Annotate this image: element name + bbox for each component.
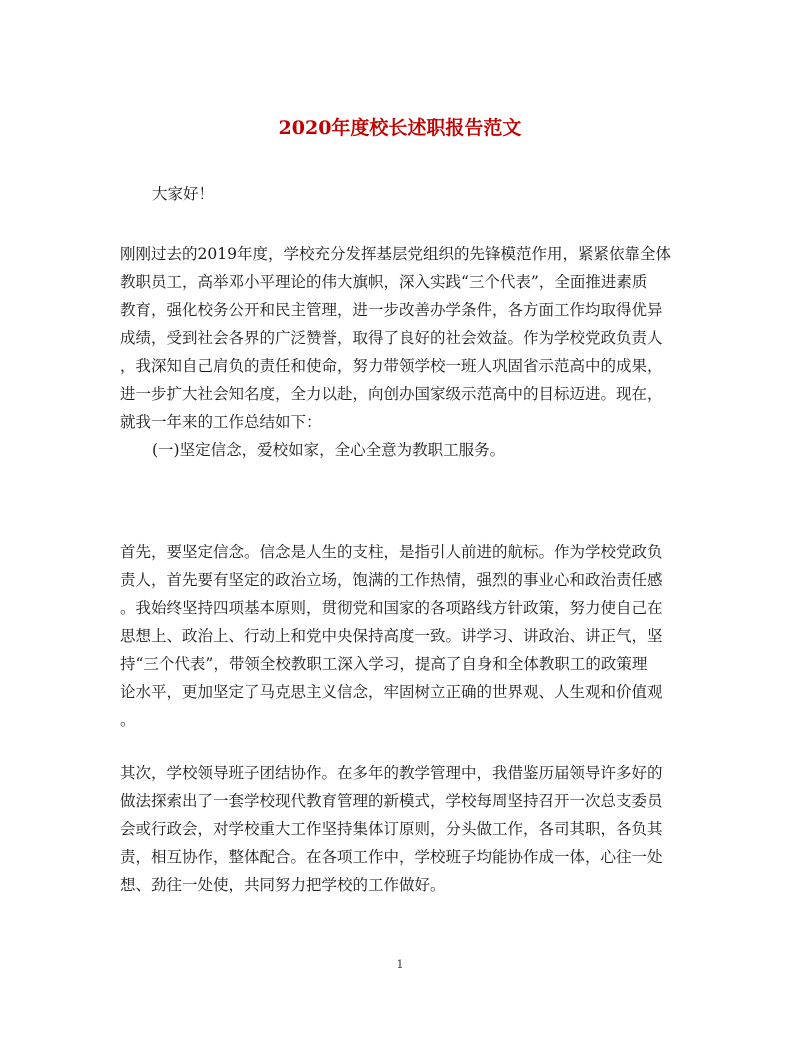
paragraph-line: 责，相互协作，整体配合。在各项工作中，学校班子均能协作成一体，心往一处 bbox=[120, 848, 663, 866]
paragraph-line: 。 bbox=[120, 711, 136, 729]
paragraph-line: 成绩，受到社会各界的广泛赞誉，取得了良好的社会效益。作为学校党政负责人 bbox=[120, 329, 663, 347]
paragraph-line: 首先，要坚定信念。信念是人生的支柱，是指引人前进的航标。作为学校党政负 bbox=[120, 543, 663, 561]
paragraph-intro bbox=[120, 240, 671, 464]
paragraph-line: 教育，强化校务公开和民主管理，进一步改善办学条件，各方面工作均取得优异 bbox=[120, 301, 663, 319]
paragraph-line: 就我一年来的工作总结如下： bbox=[120, 413, 322, 431]
paragraph-line: 持“三个代表”，带领全校教职工深入学习，提高了自身和全体教职工的政策理 bbox=[120, 655, 648, 673]
paragraph-line: 。我始终坚持四项基本原则，贯彻党和国家的各项路线方针政策，努力使自己在 bbox=[120, 599, 663, 617]
paragraph-line: ，我深知自己肩负的责任和使命，努力带领学校一班人巩固省示范高中的成果， bbox=[120, 357, 663, 375]
page-number: 1 bbox=[396, 958, 404, 971]
greeting-line: 大家好！ bbox=[152, 185, 215, 203]
paragraph-line: 责人，首先要有坚定的政治立场，饱满的工作热情，强烈的事业心和政治责任感 bbox=[120, 571, 663, 589]
paragraph-line: 思想上、政治上、行动上和党中央保持高度一致。讲学习、讲政治、讲正气，坚 bbox=[120, 627, 663, 645]
paragraph-line: 想、劲往一处使，共同努力把学校的工作做好。 bbox=[120, 876, 446, 894]
paragraph-line: 论水平，更加坚定了马克思主义信念，牢固树立正确的世界观、人生观和价值观 bbox=[120, 683, 663, 701]
section-heading: (一)坚定信念，爱校如家，全心全意为教职工服务。 bbox=[152, 441, 506, 459]
paragraph-line: 刚刚过去的2019年度，学校充分发挥基层党组织的先锋模范作用，紧紧依靠全体 bbox=[120, 245, 671, 263]
paragraph-belief bbox=[120, 538, 663, 734]
paragraph-line: 其次，学校领导班子团结协作。在多年的教学管理中，我借鉴历届领导许多好的 bbox=[120, 764, 663, 782]
paragraph-line: 教职员工，高举邓小平理论的伟大旗帜，深入实践“三个代表”，全面推进素质 bbox=[120, 273, 648, 291]
paragraph-line: 会或行政会，对学校重大工作坚持集体订原则，分头做工作，各司其职，各负其 bbox=[120, 820, 663, 838]
document-title: 2020年度校长述职报告范文 bbox=[278, 117, 522, 139]
paragraph-line: 做法探索出了一套学校现代教育管理的新模式，学校每周坚持召开一次总支委员 bbox=[120, 792, 663, 810]
paragraph-teamwork bbox=[120, 759, 663, 899]
paragraph-line: 进一步扩大社会知名度，全力以赴，向创办国家级示范高中的目标迈进。现在， bbox=[120, 385, 663, 403]
